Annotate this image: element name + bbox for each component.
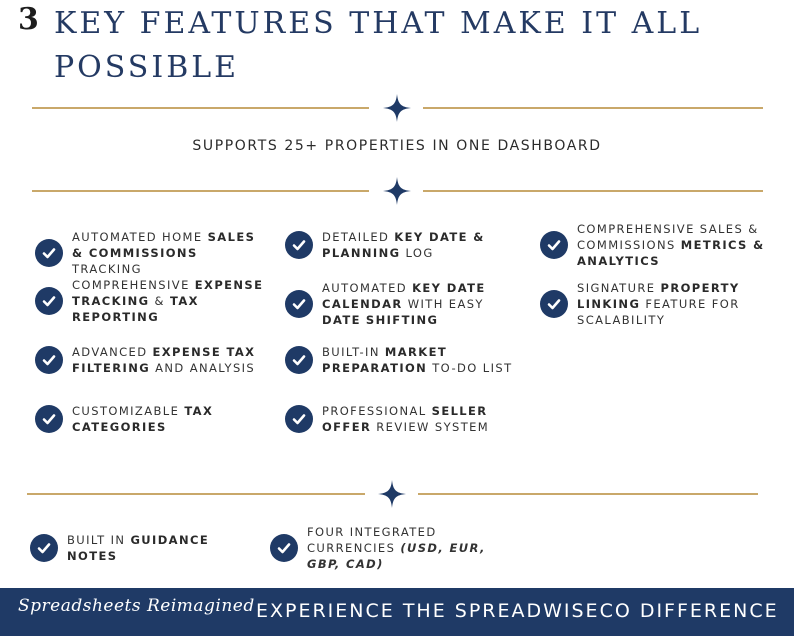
check-circle-icon (35, 287, 63, 315)
brand-script-logo: Spreadsheets Reimagined (18, 596, 255, 616)
feature-item (285, 280, 525, 328)
feature-text: BUILT-IN MARKET PREPARATION TO-DO LIST (322, 345, 513, 375)
page-title: KEY FEATURES THAT MAKE IT ALL POSSIBLE (54, 6, 703, 85)
check-circle-icon (540, 231, 568, 259)
divider-bottom (0, 484, 794, 504)
star-icon (383, 177, 411, 205)
feature-text: ADVANCED EXPENSE TAX FILTERING AND ANALYSIS (72, 345, 256, 375)
feature-item (285, 403, 515, 435)
check-circle-icon (30, 534, 58, 562)
divider-middle (0, 181, 794, 201)
feature-item (540, 221, 770, 269)
feature-text: CUSTOMIZABLE TAX CATEGORIES (72, 404, 214, 434)
feature-item (35, 277, 265, 325)
feature-text: COMPREHENSIVE SALES & COMMISSIONS METRICS & ANALYTICS (577, 222, 765, 268)
check-circle-icon (35, 346, 63, 374)
feature-item (35, 344, 265, 376)
check-circle-icon (35, 239, 63, 267)
feature-item (270, 524, 490, 572)
feature-item (35, 403, 265, 435)
star-icon (383, 94, 411, 122)
feature-item (30, 532, 250, 564)
divider-top (0, 98, 794, 118)
feature-text: FOUR INTEGRATED CURRENCIES (USD, EUR, GBP, CAD) (307, 525, 486, 571)
check-circle-icon (285, 231, 313, 259)
footer-banner (0, 588, 794, 636)
feature-text: DETAILED KEY DATE & PLANNING LOG (322, 230, 485, 260)
section-number: 3 (18, 2, 39, 37)
feature-text: AUTOMATED KEY DATE CALENDAR WITH EASY DATE SHIFTING (322, 281, 486, 327)
feature-item (285, 229, 515, 261)
check-circle-icon (270, 534, 298, 562)
footer-cta: EXPERIENCE THE SPREADWISECO DIFFERENCE (256, 600, 779, 622)
feature-text: COMPREHENSIVE EXPENSE TRACKING & TAX REPORTING (72, 278, 264, 324)
check-circle-icon (35, 405, 63, 433)
feature-item (540, 280, 770, 328)
feature-text: AUTOMATED HOME SALES & COMMISSIONS TRACKING (72, 230, 256, 276)
feature-text: BUILT IN GUIDANCE NOTES (67, 533, 210, 563)
star-icon (378, 480, 406, 508)
tagline: SUPPORTS 25+ PROPERTIES IN ONE DASHBOARD (192, 138, 602, 154)
feature-text: SIGNATURE PROPERTY LINKING FEATURE FOR SCALABILITY (577, 281, 740, 327)
check-circle-icon (540, 290, 568, 318)
check-circle-icon (285, 290, 313, 318)
check-circle-icon (285, 346, 313, 374)
feature-item (35, 229, 265, 277)
check-circle-icon (285, 405, 313, 433)
feature-text: PROFESSIONAL SELLER OFFER REVIEW SYSTEM (322, 404, 490, 434)
feature-item (285, 344, 515, 376)
